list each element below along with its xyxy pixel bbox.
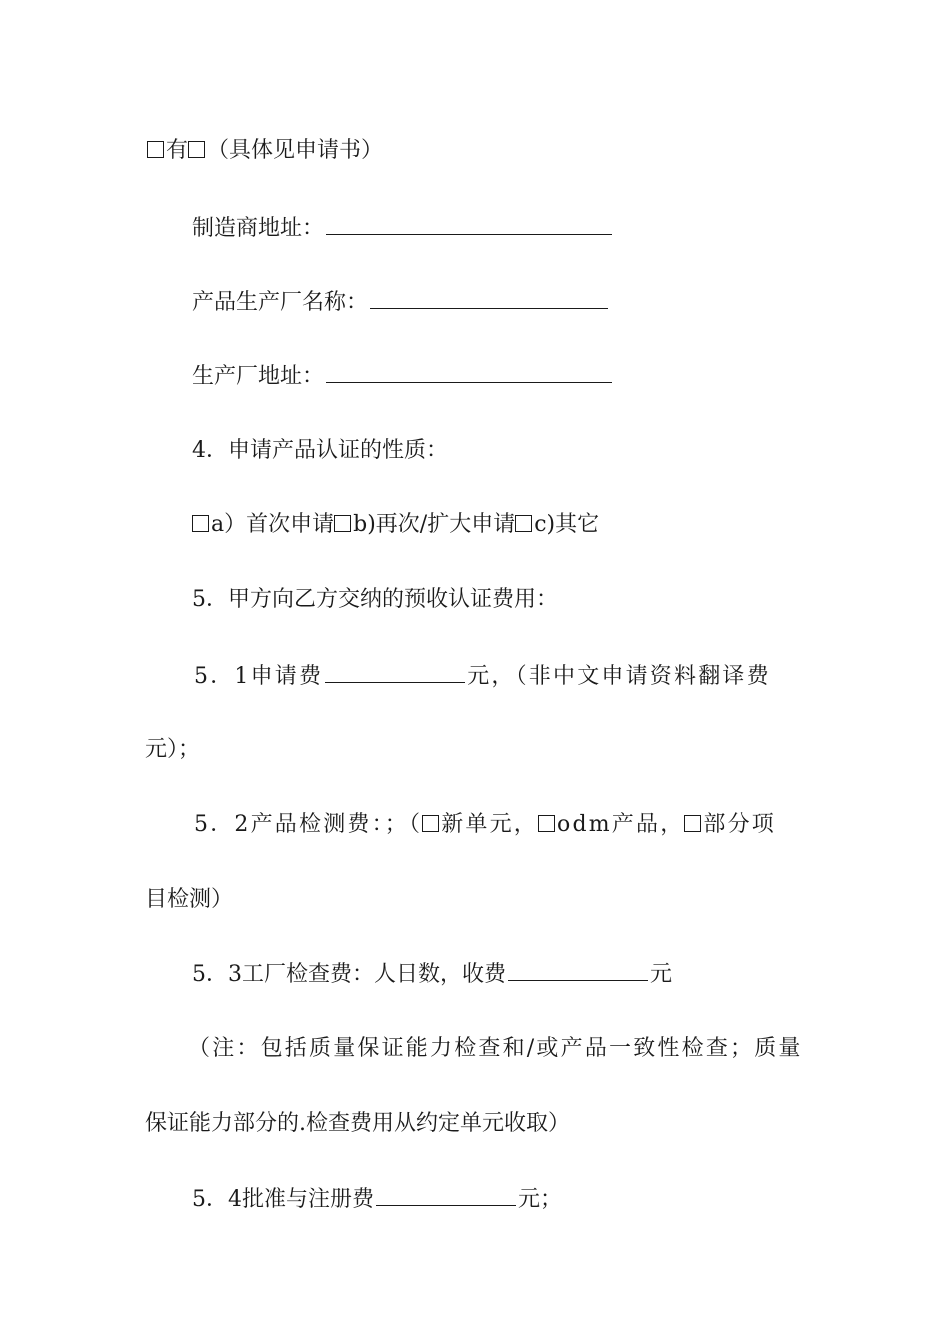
- factory-address-label: 生产厂地址：: [192, 364, 325, 389]
- factory-address-blank[interactable]: [326, 360, 612, 383]
- option-detail-text: （具体见申请书）: [207, 138, 384, 163]
- approval-fee-blank[interactable]: [376, 1183, 516, 1206]
- option-odm-product: odm产品，: [557, 812, 685, 837]
- note-text: （注：包括质量保证能力检查和/或产品一致性检查；质量: [188, 1036, 803, 1061]
- application-fee-suffix: 元，（非中文申请资料翻译费: [467, 664, 771, 689]
- option-first-application: a）首次申请: [211, 512, 335, 537]
- testing-fee-continued-text: 目检测）: [145, 887, 234, 912]
- factory-inspection-fee-suffix: 元: [650, 962, 673, 987]
- factory-inspection-fee-blank[interactable]: [508, 958, 648, 981]
- checkbox-icon[interactable]: [192, 515, 209, 532]
- checkbox-icon[interactable]: [684, 815, 701, 832]
- manufacturer-address-blank[interactable]: [326, 212, 612, 235]
- section-5-heading: [192, 585, 558, 615]
- note-continued: [145, 1109, 570, 1139]
- application-fee-label: 5．1申请费: [194, 664, 324, 689]
- note-continued-text: 保证能力部分的.检查费用从约定单元收取）: [145, 1111, 570, 1136]
- factory-name-line: [192, 286, 610, 316]
- option-reapplication: b)再次/扩大申请: [353, 512, 516, 537]
- checkbox-icon[interactable]: [188, 141, 205, 158]
- section-5-text: 5．甲方向乙方交纳的预收认证费用：: [192, 587, 558, 612]
- section-4-heading: [192, 436, 448, 466]
- application-fee-continued: [145, 735, 200, 765]
- approval-fee-label: 5．4批准与注册费: [192, 1187, 374, 1212]
- checkbox-icon[interactable]: [515, 515, 532, 532]
- checkbox-icon[interactable]: [334, 515, 351, 532]
- application-fee-blank[interactable]: [325, 660, 465, 683]
- checkbox-icon[interactable]: [147, 141, 164, 158]
- testing-fee-continued: [145, 885, 233, 915]
- application-fee-line: [194, 660, 771, 690]
- manufacturer-address-label: 制造商地址：: [192, 216, 325, 241]
- factory-inspection-fee-label: 5．3工厂检查费：人日数，收费: [192, 962, 506, 987]
- note-line: [188, 1034, 803, 1064]
- factory-name-label: 产品生产厂名称：: [192, 290, 369, 315]
- line-option-has: [147, 136, 383, 166]
- option-other: c)其它: [534, 512, 600, 537]
- factory-address-line: [192, 360, 614, 390]
- application-type-options: [192, 510, 599, 540]
- checkbox-icon[interactable]: [538, 815, 555, 832]
- option-has-text: 有: [166, 138, 189, 163]
- section-4-text: 4．申请产品认证的性质：: [192, 438, 448, 463]
- option-new-unit: 新单元，: [441, 812, 539, 837]
- testing-fee-line: [194, 810, 776, 840]
- approval-registration-fee-line: [192, 1183, 562, 1213]
- manufacturer-address-line: [192, 212, 614, 242]
- factory-inspection-fee-line: [192, 958, 672, 988]
- testing-fee-label: 5．2产品检测费：；（: [194, 812, 423, 837]
- approval-fee-suffix: 元；: [518, 1187, 563, 1212]
- option-partial-items: 部分项: [703, 812, 777, 837]
- application-fee-continued-text: 元）；: [145, 737, 201, 762]
- checkbox-icon[interactable]: [422, 815, 439, 832]
- factory-name-blank[interactable]: [370, 286, 608, 309]
